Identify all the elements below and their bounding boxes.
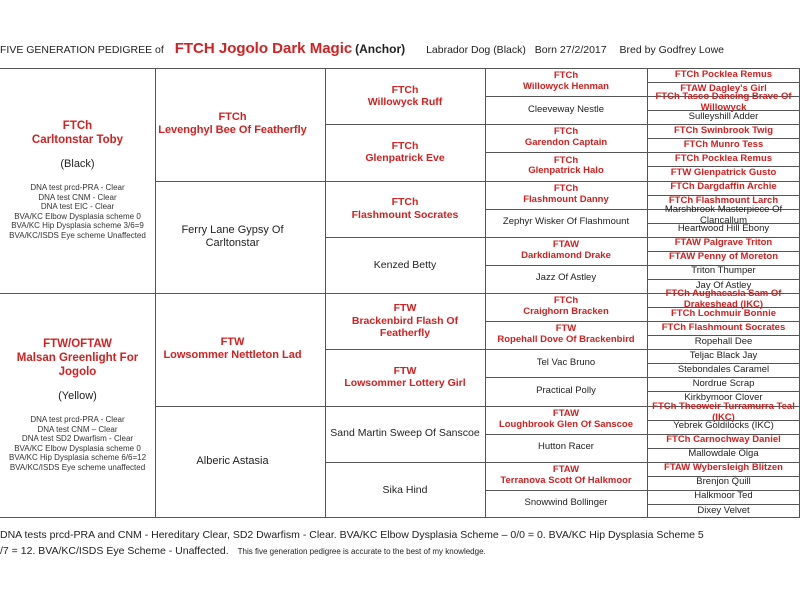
gen5-ancestor bbox=[650, 265, 797, 279]
gen5-ancestor-name: FTAW Dagley's Girl bbox=[680, 82, 767, 94]
sire-colour: (Black) bbox=[60, 157, 95, 170]
gen5-ancestor-name: Brenjon Quill bbox=[696, 476, 751, 488]
gen4-ancestor bbox=[488, 124, 644, 152]
gen2-ancestor bbox=[158, 406, 307, 519]
sire-name: Carltonstar Toby bbox=[31, 134, 124, 147]
gen3-ancestor bbox=[328, 68, 482, 124]
dam-cell bbox=[0, 293, 155, 518]
dam-health-test-line: BVA/KC Elbow Dysplasia scheme 0 bbox=[14, 443, 141, 453]
gen4-ancestor bbox=[488, 321, 644, 349]
gen4-ancestor bbox=[488, 349, 644, 377]
sire-health-test-line: DNA test EIC - Clear bbox=[40, 202, 115, 212]
gen5-ancestor bbox=[650, 288, 797, 311]
gen3-ancestor-title: FTCh bbox=[391, 196, 419, 209]
gen4-ancestor-name: Terranova Scott Of Halkmoor bbox=[500, 474, 632, 486]
gen5-ancestor-name: FTCh Dargdaffin Archie bbox=[670, 181, 777, 193]
gen4-ancestor-name: Darkdiamond Drake bbox=[521, 249, 611, 261]
gen5-ancestor bbox=[650, 377, 797, 391]
gen5-ancestor-name: Stebondales Caramel bbox=[677, 363, 770, 375]
gen3-ancestor bbox=[328, 349, 482, 405]
gen3-ancestor bbox=[328, 181, 482, 237]
gen5-ancestor bbox=[650, 237, 797, 251]
gen4-ancestor bbox=[488, 181, 644, 209]
gen4-ancestor-title: FTAW bbox=[552, 407, 580, 419]
gen4-ancestor bbox=[488, 209, 644, 237]
gen5-ancestor bbox=[650, 335, 797, 349]
gen5-ancestor-name: FTCh Pocklea Remus bbox=[674, 152, 773, 164]
gen4-ancestor-name: Zephyr Wisker Of Flashmount bbox=[502, 216, 630, 228]
gen3-ancestor bbox=[328, 406, 482, 462]
sire-health-tests bbox=[9, 183, 146, 241]
footer-health-line-2: /7 = 12. BVA/KC/ISDS Eye Scheme - Unaffected. bbox=[0, 545, 229, 558]
gen3-ancestor bbox=[328, 237, 482, 293]
gen2-ancestor-title: FTCh bbox=[218, 111, 247, 124]
dam-health-tests bbox=[9, 415, 146, 473]
gen2-ancestor-name: Lowsommer Nettleton Lad bbox=[163, 349, 302, 362]
sire-health-test-line: DNA test prcd-PRA - Clear bbox=[30, 183, 125, 193]
gen5-ancestor bbox=[650, 462, 797, 476]
gen5-ancestor bbox=[650, 504, 797, 518]
gen5-ancestor-name: Teljac Black Jay bbox=[689, 349, 758, 361]
gen2-ancestor bbox=[158, 181, 307, 294]
gen5-ancestor-name: Mallowdale Olga bbox=[688, 448, 759, 460]
gen3-ancestor-name: Flashmount Socrates bbox=[351, 208, 459, 221]
gen2-ancestor-title: FTW bbox=[220, 336, 245, 349]
gen4-ancestor bbox=[488, 406, 644, 434]
gen4-ancestor-title: FTCh bbox=[553, 295, 579, 307]
gen3-ancestor-title: FTW bbox=[393, 364, 417, 377]
gen5-ancestor bbox=[650, 400, 797, 423]
gen3-ancestor-name: Sand Martin Sweep Of Sanscoe bbox=[330, 427, 480, 440]
gen4-ancestor-name: Ropehall Dove Of Brackenbird bbox=[497, 334, 635, 346]
sire-cell bbox=[0, 68, 155, 293]
gen5-ancestor bbox=[650, 363, 797, 377]
gen5-ancestor bbox=[650, 490, 797, 504]
gen3-ancestor-name: Lowsommer Lottery Girl bbox=[344, 377, 466, 390]
gen4-ancestor-name: Willowyck Henman bbox=[523, 81, 609, 93]
gen5-ancestor bbox=[650, 321, 797, 335]
sire-health-test-line: BVA/KC/ISDS Eye scheme Unaffected bbox=[9, 231, 146, 241]
header-prefix: FIVE GENERATION PEDIGREE of bbox=[0, 44, 164, 56]
sire-health-test-line: BVA/KC Elbow Dysplasia scheme 0 bbox=[14, 211, 141, 221]
gen3-ancestor-name: Willowyck Ruff bbox=[367, 96, 443, 109]
gen5-ancestor bbox=[650, 91, 797, 114]
gen3-ancestor bbox=[328, 293, 482, 349]
gen4-ancestor-name: Garendon Captain bbox=[524, 137, 608, 149]
gen4-ancestor-name: Flashmount Danny bbox=[523, 193, 609, 205]
gen5-ancestor-name: Sulleyshill Adder bbox=[688, 110, 759, 122]
gen4-ancestor-title: FTCh bbox=[553, 70, 579, 82]
dog-name: FTCH Jogolo Dark Magic bbox=[174, 40, 353, 57]
gen5-ancestor-name: FTCh Theoweir Turramurra Teal (IKC) bbox=[652, 400, 795, 423]
gen5-ancestor-name: Marshbrook Masterpiece Of Clancallum bbox=[664, 203, 783, 226]
gen5-ancestor-name: FTCh Aughacasla Sam Of Drakeshead (IKC) bbox=[665, 288, 782, 311]
gen5-ancestor-name: FTCh Lochmuir Bonnie bbox=[670, 307, 777, 319]
gen5-ancestor-name: FTW Glenpatrick Gusto bbox=[670, 167, 777, 178]
gen4-ancestor bbox=[488, 490, 644, 518]
gen3-ancestor-title: FTCh bbox=[391, 83, 419, 96]
born-label: Born bbox=[534, 44, 557, 56]
gen4-ancestor-title: FTCh bbox=[553, 154, 579, 166]
dam-health-test-line: DNA test SD2 Dwarfism - Clear bbox=[21, 434, 134, 444]
gen5-ancestor-name: FTCh Flashmount Larch bbox=[668, 195, 779, 207]
gen4-ancestor bbox=[488, 377, 644, 405]
gen3-ancestor-title: FTCh bbox=[391, 139, 419, 152]
gen4-ancestor-title: FTCh bbox=[553, 126, 579, 138]
gen4-ancestor-name: Glenpatrick Halo bbox=[528, 165, 604, 177]
gen5-ancestor bbox=[650, 166, 797, 180]
gen5-ancestor bbox=[650, 138, 797, 152]
gen3-ancestor-name: Glenpatrick Eve bbox=[365, 152, 445, 165]
gen5-ancestor-name: Nordrue Scrap bbox=[692, 377, 755, 389]
gen5-ancestor-name: FTCh Pocklea Remus bbox=[674, 68, 773, 80]
gen5-ancestor bbox=[650, 448, 797, 462]
gen2-ancestor-name: Levenghyl Bee Of Featherfly bbox=[158, 124, 307, 137]
dam-health-test-line: BVA/KC/ISDS Eye scheme unaffected bbox=[9, 462, 146, 472]
gen5-ancestor bbox=[650, 420, 797, 434]
gen4-ancestor-name: Practical Polly bbox=[536, 384, 596, 396]
gen5-ancestor-name: Triton Thumper bbox=[691, 265, 756, 277]
gen4-ancestor-name: Tel Vac Bruno bbox=[536, 356, 596, 368]
gen5-ancestor-name: Jay Of Astley bbox=[695, 279, 752, 291]
gen5-ancestor bbox=[650, 203, 797, 226]
gen5-ancestor-name: Ropehall Dee bbox=[694, 335, 753, 347]
sire-health-test-line: DNA test CNM - Clear bbox=[38, 192, 117, 202]
gen4-ancestor-name: Cleeveway Nestle bbox=[527, 103, 605, 115]
gen4-ancestor-title: FTW bbox=[555, 323, 577, 335]
gen2-ancestor-name: Ferry Lane Gypsy Of Carltonstar bbox=[181, 223, 284, 249]
gen3-ancestor-name: Kenzed Betty bbox=[373, 258, 437, 271]
gen5-ancestor-name: FTAW Wybersleigh Blitzen bbox=[664, 462, 783, 474]
gen5-ancestor bbox=[650, 307, 797, 321]
gen4-ancestor-name: Loughbrook Glen Of Sanscoe bbox=[498, 418, 634, 430]
gen4-ancestor bbox=[488, 265, 644, 293]
gen4-ancestor bbox=[488, 68, 644, 96]
footer-accuracy-note: This five generation pedigree is accurate to the best of my knowledge. bbox=[237, 547, 486, 557]
gen4-ancestor-name: Hutton Racer bbox=[538, 441, 594, 453]
gen5-ancestor-name: FTCh Swinbrook Twig bbox=[673, 124, 774, 136]
gen4-ancestor-name: Jazz Of Astley bbox=[535, 272, 597, 284]
sire-title: FTCh bbox=[62, 120, 93, 133]
dam-health-test-line: DNA test prcd-PRA - Clear bbox=[30, 415, 125, 424]
gen5-ancestor bbox=[650, 152, 797, 166]
gen4-ancestor-name: Snowwind Bollinger bbox=[524, 497, 608, 509]
gen2-ancestor bbox=[158, 293, 307, 406]
dam-name: Malsan Greenlight For Jogolo bbox=[16, 352, 139, 379]
gen5-ancestor-name: FTCh Munro Tess bbox=[683, 138, 764, 150]
gen5-ancestor bbox=[650, 68, 797, 82]
gen3-ancestor bbox=[328, 462, 482, 518]
gen4-ancestor bbox=[488, 152, 644, 180]
gen2-ancestor bbox=[158, 68, 307, 181]
gen5-ancestor-name: Yebrek Goldilocks (IKC) bbox=[673, 420, 774, 432]
gen5-ancestor-name: FTCh Flashmount Socrates bbox=[661, 321, 786, 333]
pedigree-header bbox=[0, 40, 800, 57]
gen3-ancestor-title: FTW bbox=[393, 302, 417, 315]
footer-health-line-1: DNA tests prcd-PRA and CNM - Hereditary Clear, SD2 Dwarfism - Clear. BVA/KC Elbow Dysplasia Scheme – 0/0 = 0. BVA/KC Hip Dysplasia Scheme 5 bbox=[0, 529, 704, 541]
gen4-ancestor bbox=[488, 237, 644, 265]
gen5-ancestor-name: FTCh Tasco Dancing Brave Of Willowyck bbox=[655, 91, 792, 114]
dam-title: FTW/OFTAW bbox=[43, 338, 112, 351]
pedigree-table bbox=[0, 68, 800, 518]
gen5-ancestor-name: Dixey Velvet bbox=[697, 504, 750, 516]
dam-health-test-line: DNA test CNM – Clear bbox=[37, 424, 118, 434]
dam-health-test-line: BVA/KC Hip Dysplasia scheme 6/6=12 bbox=[8, 453, 147, 463]
dog-anchor-name: (Anchor) bbox=[355, 42, 406, 56]
pedigree-footer bbox=[0, 527, 800, 560]
gen5-ancestor-name: FTCh Carnochway Daniel bbox=[666, 434, 781, 446]
dam-colour: (Yellow) bbox=[58, 389, 97, 402]
gen4-ancestor-name: Craighorn Bracken bbox=[523, 306, 609, 318]
gen5-ancestor bbox=[650, 124, 797, 138]
gen5-ancestor bbox=[650, 434, 797, 448]
gen5-ancestor bbox=[650, 349, 797, 363]
gen3-ancestor bbox=[328, 124, 482, 180]
gen4-ancestor-title: FTAW bbox=[552, 463, 580, 475]
born-date: 27/2/2017 bbox=[559, 44, 607, 56]
gen4-ancestor bbox=[488, 462, 644, 490]
gen4-ancestor bbox=[488, 96, 644, 124]
gen5-ancestor-name: FTAW Penny of Moreton bbox=[668, 251, 779, 263]
gen4-ancestor bbox=[488, 293, 644, 321]
gen5-ancestor-name: Halkmoor Ted bbox=[694, 490, 753, 502]
gen2-ancestor-name: Alberic Astasia bbox=[196, 455, 269, 468]
gen5-ancestor-name: Heartwood Hill Ebony bbox=[677, 223, 770, 235]
gen3-ancestor-name: Sika Hind bbox=[382, 483, 428, 496]
gen5-ancestor bbox=[650, 251, 797, 265]
gen3-ancestor-name: Brackenbird Flash Of Featherfly bbox=[351, 314, 459, 340]
sire-health-test-line: BVA/KC Hip Dysplasia scheme 3/6=9 bbox=[11, 221, 144, 231]
breeder: Bred by Godfrey Lowe bbox=[619, 44, 725, 56]
gen4-ancestor-title: FTCh bbox=[553, 182, 579, 194]
gen5-ancestor bbox=[650, 476, 797, 490]
gen4-ancestor bbox=[488, 434, 644, 462]
gen5-ancestor bbox=[650, 223, 797, 237]
gen4-ancestor-title: FTAW bbox=[552, 238, 580, 250]
gen5-ancestor bbox=[650, 110, 797, 124]
gen5-ancestor-name: FTAW Palgrave Triton bbox=[674, 237, 773, 249]
breed-sex-colour: Labrador Dog (Black) bbox=[426, 44, 526, 56]
gen5-ancestor bbox=[650, 181, 797, 195]
gen5-ancestor-name: Kirkbymoor Clover bbox=[684, 392, 763, 403]
